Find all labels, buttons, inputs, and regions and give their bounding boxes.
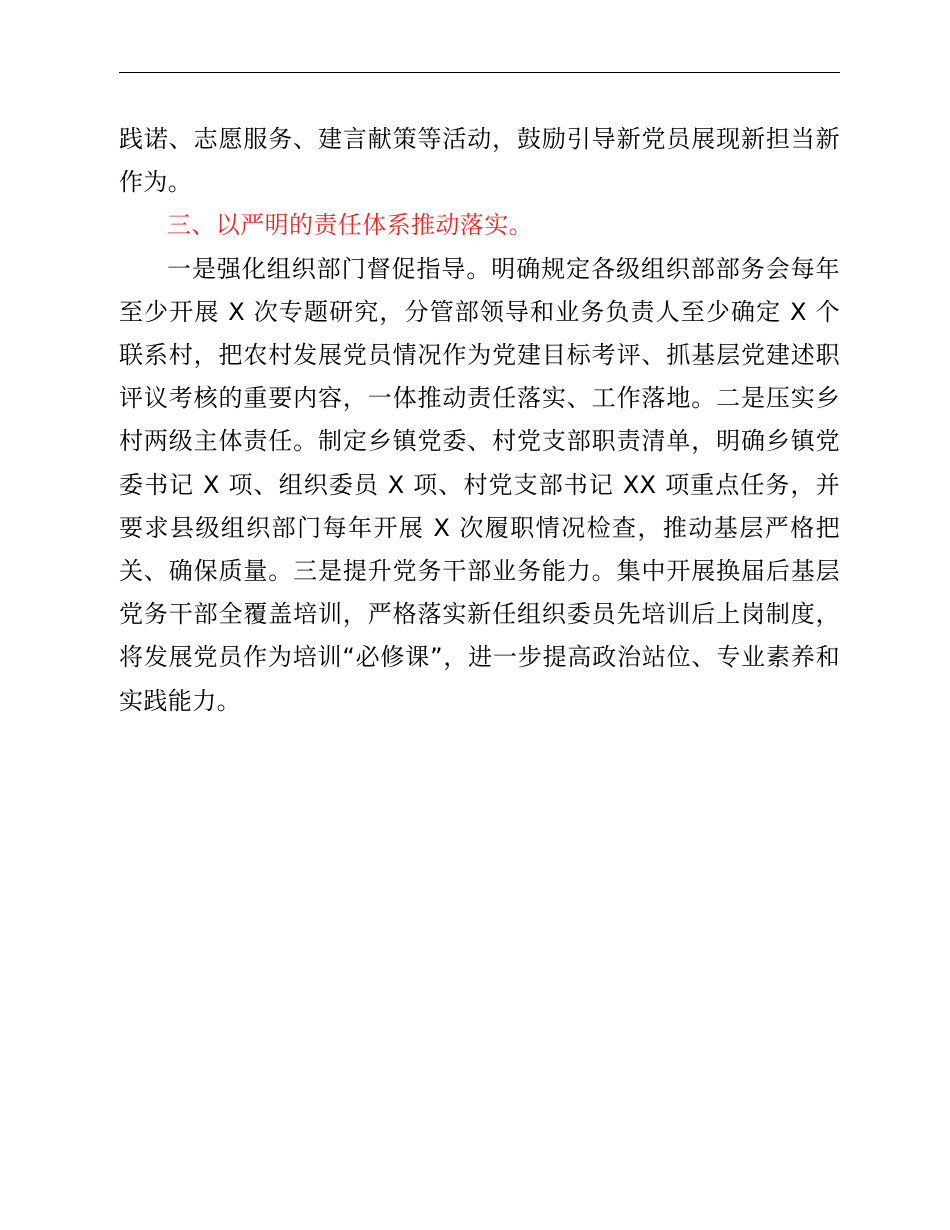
paragraph-body: 一是强化组织部门督促指导。明确规定各级组织部部务会每年至少开展 X 次专题研究，分管部领导和业务负责人至少确定 X 个联系村，把农村发展党员情况作为党建目标考评、抓基层党建述职评议考核的重要内容，一体推动责任落实、工作落地。二是压实乡村两级主体责任。制定乡镇党委、村党支部职责清单，明确乡镇党委书记 X 项、组织委员 X 项、村党支部书记 XX 项重点任务，并要求县级组织部门每年开展 X 次履职情况检查，推动基层严格把关、确保质量。三是提升党务干部业务能力。集中开展换届后基层党务干部全覆盖培训，严格落实新任组织委员先培训后上岗制度，将发展党员作为培训“必修课”，进一步提高政治站位、专业素养和实践能力。: [119, 254, 840, 715]
paragraph-continuation: 践诺、志愿服务、建言献策等活动，鼓励引导新党员展现新担当新作为。: [119, 125, 840, 197]
document-body: [119, 118, 840, 723]
section-heading: 三、以严明的责任体系推动落实。: [167, 211, 533, 240]
header-rule: [119, 72, 840, 73]
